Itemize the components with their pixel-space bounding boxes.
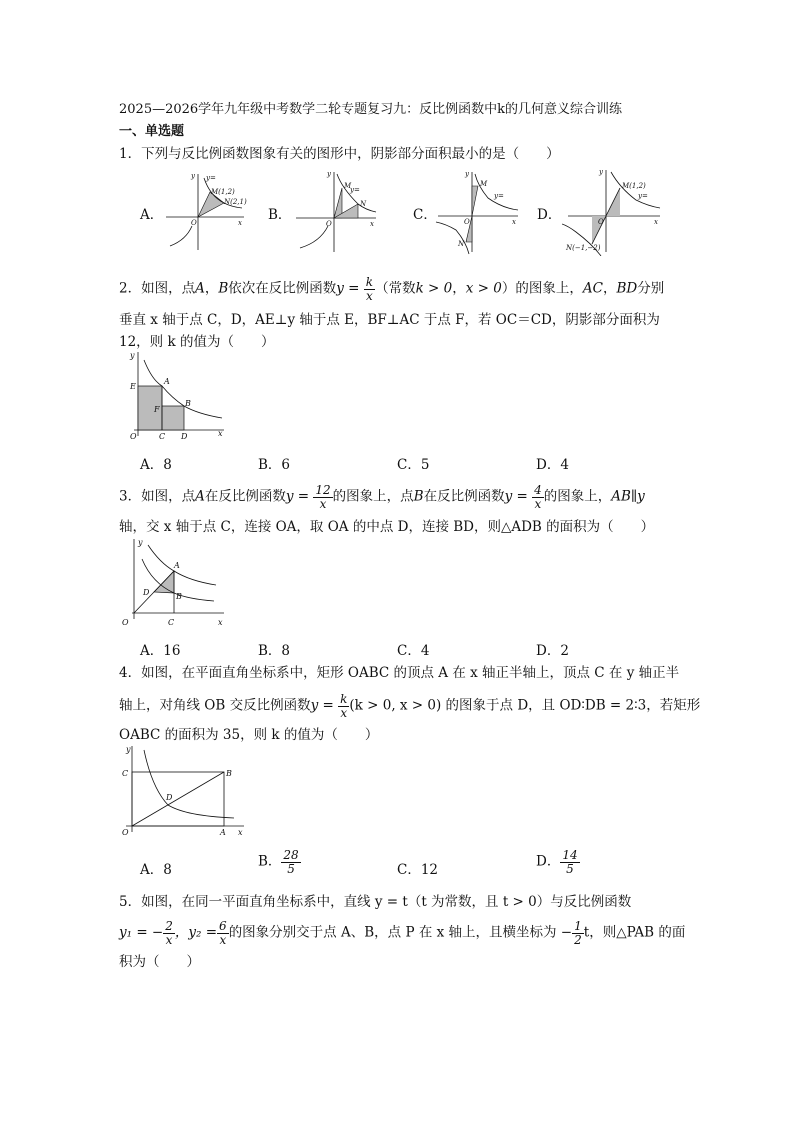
- q5-fraction3-den: 2: [574, 932, 582, 947]
- q1b-o-label: O: [326, 220, 332, 228]
- q3-fraction1-num: 12: [315, 483, 331, 497]
- q4-figure: [116, 742, 248, 838]
- q3-fig-a: A: [174, 561, 180, 570]
- q4-option-d-den: 5: [566, 861, 574, 876]
- q2-fig-b: B: [185, 399, 191, 408]
- q3-func1: y =: [285, 488, 310, 505]
- q2-func: y =: [336, 280, 360, 297]
- q1-figure-c: [432, 168, 524, 256]
- q5-line1: 5．如图，在同一平面直角坐标系中，直线 y = t（t 为常数，且 t > 0）与反比例函数: [119, 894, 632, 910]
- q3-point-a: A: [195, 488, 205, 505]
- q2-point-b: B: [218, 280, 229, 297]
- q1c-y-label: y: [465, 170, 469, 178]
- q3-text-g: 的图象上，: [543, 488, 612, 505]
- q2-text-e: 依次在反比例函数: [228, 280, 337, 297]
- q2-fig-y: y: [130, 351, 135, 360]
- q3-text-h: AB∥y: [611, 488, 645, 505]
- q4-option-d-num: 14: [562, 848, 578, 862]
- q5-rest: 的图象分别交于点 A、B，点 P 在 x 轴上，且横坐标为 −: [228, 924, 573, 941]
- q1-option-b-label: B．: [268, 207, 292, 223]
- q5-fraction3-num: 1: [574, 919, 582, 933]
- q1-option-c-label: C．: [413, 207, 437, 223]
- q1b-m-label: M: [344, 182, 352, 190]
- q3-fraction2-den: x: [534, 496, 542, 511]
- q5-fraction2-den: x: [219, 932, 227, 947]
- q2-text-g: ，: [452, 280, 466, 297]
- q4-option-d: [536, 849, 580, 875]
- q2-text-f: （常数: [375, 280, 416, 297]
- q2-point-a: A: [195, 280, 205, 297]
- q4-text-a: 轴上，对角线 OB 交反比例函数: [119, 697, 311, 714]
- q2-text-c: ，: [204, 280, 219, 297]
- q1b-x-label: x: [370, 220, 374, 228]
- q4-option-d-label: D．: [536, 853, 561, 870]
- q5-fraction2-num: 6: [219, 919, 227, 933]
- section-heading: 一、单选题: [119, 124, 185, 139]
- q1-option-a-label: A．: [140, 207, 164, 223]
- q2-text-a: 2．如图，点: [119, 280, 196, 297]
- q1-figure-d: [562, 166, 666, 256]
- q3-fig-b: B: [176, 592, 182, 601]
- q5-fraction1-den: x: [165, 932, 173, 947]
- page-title: 2025—2026学年九年级中考数学二轮专题复习九：反比例函数中k的几何意义综合训练: [119, 102, 623, 117]
- q5-line3: 积为（ ）: [119, 954, 200, 970]
- q5-fraction1-num: 2: [165, 919, 173, 933]
- q3-text-f: 在反比例函数: [423, 488, 505, 505]
- q3-text-c: 在反比例函数: [204, 488, 286, 505]
- q2-text-j: 分别: [637, 280, 665, 297]
- q4-fraction: [338, 693, 349, 719]
- q2-bd: BD: [616, 280, 638, 297]
- q3-option-c: C．4: [397, 643, 430, 659]
- q4-fig-o: O: [122, 828, 129, 837]
- q2-cond2: x > 0: [465, 280, 502, 297]
- q3-option-b: B．8: [258, 643, 291, 659]
- q3-point-b: B: [413, 488, 424, 505]
- q4-func: y =: [310, 697, 334, 714]
- q2-text-i: ，: [602, 280, 617, 297]
- q2-fig-x: x: [218, 429, 223, 438]
- q3-text-a: 3．如图，点: [119, 488, 196, 505]
- q1c-o-label: O: [464, 218, 470, 226]
- q3-option-d: D．2: [536, 643, 569, 659]
- q1b-y-label: y: [327, 170, 331, 178]
- q4-fraction-den: x: [340, 705, 348, 720]
- q2-line1: [119, 276, 664, 302]
- q4-option-c: C．12: [397, 862, 439, 878]
- q1c-m-label: M: [480, 180, 488, 188]
- q1d-x-label: x: [654, 218, 658, 226]
- q3-line2: 轴，交 x 轴于点 C，连接 OA，取 OA 的中点 D，连接 BD，则△ADB 的面积为（ ）: [119, 519, 655, 535]
- q1a-o-label: O: [191, 219, 197, 227]
- q2-option-b: B．6: [258, 457, 291, 473]
- q5-line2: [119, 920, 685, 946]
- q4-option-b-fraction: [281, 849, 300, 875]
- q4-option-b: [258, 849, 301, 875]
- q1c-n-label: N: [458, 240, 465, 248]
- q2-option-c: C．5: [397, 457, 430, 473]
- q3-func2: y =: [504, 488, 528, 505]
- q4-fig-c: C: [122, 769, 129, 778]
- q5-fraction3: [572, 920, 584, 946]
- q4-fig-x: x: [238, 828, 243, 837]
- q2-fig-f: F: [154, 405, 160, 414]
- q1a-func-label: y=: [206, 174, 216, 182]
- q4-text-b: (k > 0, x > 0) 的图象于点 D，且 OD∶DB = 2∶3，若矩形: [349, 697, 701, 714]
- q2-fig-d: D: [181, 432, 188, 441]
- q1-stem: 1．下列与反比例函数图象有关的图形中，阴影部分面积最小的是（ ）: [119, 146, 560, 162]
- q4-fig-b: B: [226, 769, 232, 778]
- q3-fraction2-num: 4: [534, 483, 542, 497]
- q2-fraction-den: x: [366, 288, 373, 303]
- q4-fraction-num: k: [340, 692, 348, 706]
- q3-line1: [119, 484, 645, 510]
- q5-fraction2: [217, 920, 229, 946]
- q3-fig-d: D: [143, 588, 150, 597]
- q4-line2: [119, 693, 700, 719]
- q1-option-d-label: D．: [537, 207, 562, 223]
- q1d-y-label: y: [599, 168, 603, 176]
- q4-option-d-fraction: [560, 849, 579, 875]
- q1d-o-label: O: [598, 218, 604, 226]
- q1c-func-label: y=: [494, 192, 504, 200]
- q2-fraction: [364, 276, 375, 302]
- q4-option-a: A．8: [140, 862, 172, 878]
- q1-figure-a: [160, 170, 250, 254]
- q2-fig-a: A: [164, 377, 170, 386]
- q1a-n-label: N(2,1): [224, 198, 247, 206]
- q2-fig-e: E: [130, 382, 136, 391]
- q2-fig-c: C: [159, 432, 166, 441]
- q3-fraction1-den: x: [319, 496, 327, 511]
- q1c-x-label: x: [512, 218, 516, 226]
- q2-ac: AC: [582, 280, 603, 297]
- q5-tail: t，则△PAB 的面: [583, 924, 686, 941]
- q3-fig-o: O: [122, 618, 129, 627]
- q2-line3: 12，则 k 的值为（ ）: [119, 334, 275, 350]
- q1d-m-label: M(1,2): [622, 182, 646, 190]
- q4-fig-d: D: [166, 793, 173, 802]
- q3-fraction2: [532, 484, 544, 510]
- q1a-m-label: M(1,2): [211, 188, 235, 196]
- q3-text-d: 的图象上，点: [332, 488, 414, 505]
- q3-fig-y: y: [138, 538, 143, 547]
- q1d-func-label: y=: [638, 192, 648, 200]
- q4-option-b-den: 5: [287, 861, 295, 876]
- q4-line1: 4．如图，在平面直角坐标系中，矩形 OABC 的顶点 A 在 x 轴正半轴上，顶点 C 在 y 轴正半: [119, 665, 680, 681]
- q1a-y-label: y: [191, 172, 195, 180]
- q2-figure: [118, 348, 230, 442]
- q2-cond1: k > 0: [415, 280, 453, 297]
- q4-fig-a: A: [220, 828, 226, 837]
- q4-option-b-label: B．: [258, 853, 282, 870]
- q1-figure-b: [290, 168, 382, 256]
- q3-option-a: A．16: [140, 643, 181, 659]
- q2-text-h: ）的图象上，: [501, 280, 583, 297]
- q5-fraction1: [163, 920, 175, 946]
- q3-fig-x: x: [218, 618, 223, 627]
- q4-fig-y: y: [126, 745, 131, 754]
- q1d-n-label: N(−1,−2): [566, 244, 601, 252]
- q3-figure: [118, 535, 230, 631]
- q2-option-d: D．4: [536, 457, 569, 473]
- q2-fig-o: O: [130, 432, 137, 441]
- q1a-x-label: x: [238, 219, 242, 227]
- q3-fraction1: [313, 484, 332, 510]
- q1b-n-label: N: [360, 200, 367, 208]
- q4-line3: OABC 的面积为 35，则 k 的值为（ ）: [119, 727, 379, 743]
- q2-line2: 垂直 x 轴于点 C，D，AE⊥y 轴于点 E，BF⊥AC 于点 F，若 OC＝CD，阴影部分面积为: [119, 312, 660, 328]
- q2-fraction-num: k: [365, 275, 374, 289]
- q1b-func-label: y=: [350, 186, 360, 194]
- q2-option-a: A．8: [140, 457, 172, 473]
- q4-option-b-num: 28: [283, 848, 299, 862]
- q5-y1: y₁ = −: [119, 924, 164, 941]
- q3-fig-c: C: [168, 618, 175, 627]
- q5-mid: ，y₂ =: [174, 924, 218, 941]
